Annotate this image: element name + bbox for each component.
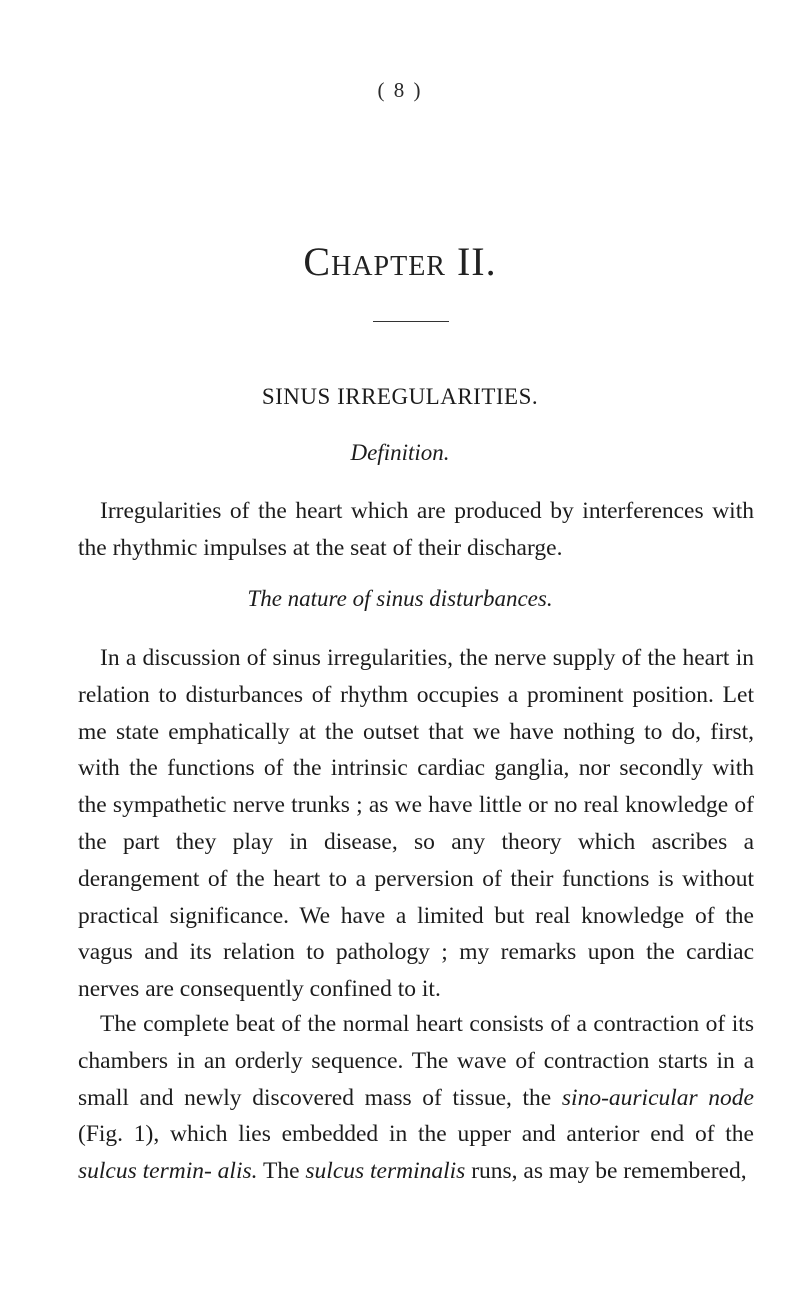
paragraph-2-text-4: runs, as may be remembered, xyxy=(465,1158,747,1185)
paragraph-2-text-1: The complete beat of the normal heart consists of a contraction of its chambers in an orderly sequence. The wave of contraction starts in a small and newly discovered mass of tissue, the xyxy=(78,1011,754,1111)
nature-heading: The nature of sinus disturbances. xyxy=(247,586,553,611)
definition-heading: Definition. xyxy=(350,440,450,465)
paragraph-2-text-2: (Fig. 1), which lies embedded in the upper and anterior end of the xyxy=(78,1121,754,1148)
body-paragraph-1: In a discussion of sinus irregularities, the nerve supply of the heart in relation to disturbances of rhythm occupies a prominent position. Let me state emphatically at the outset that we have nothing to do, first, with the functions of the intrinsic cardiac ganglia, nor secondly with the sympathetic nerve trunks ; as we have little or no real knowledge of the part they play in disease, so any theory which ascribes a derangement of the heart to a perversion of their functions is without practical significance. We have a limited but real knowledge of the vagus and its relation to pathology ; my remarks upon the cardiac nerves are consequently confined to it. xyxy=(78,645,754,1003)
definition-paragraph: Irregularities of the heart which are produced by interferences with the rhythmic impulses at the seat of their discharge. xyxy=(78,498,754,561)
chapter-title: Chapter II. xyxy=(303,239,497,284)
term-sino-auricular-node: sino-auricular node xyxy=(561,1084,754,1111)
term-sulcus-terminalis-1: sulcus termin- alis. xyxy=(78,1158,258,1185)
paragraph-2-text-3: The xyxy=(257,1158,306,1185)
term-sulcus-terminalis-2: sulcus terminalis xyxy=(305,1158,466,1185)
page-number: ( 8 ) xyxy=(377,78,423,102)
body-paragraph-2 xyxy=(78,1006,754,1190)
section-title: SINUS IRREGULARITIES. xyxy=(261,384,539,409)
title-rule xyxy=(373,321,449,322)
